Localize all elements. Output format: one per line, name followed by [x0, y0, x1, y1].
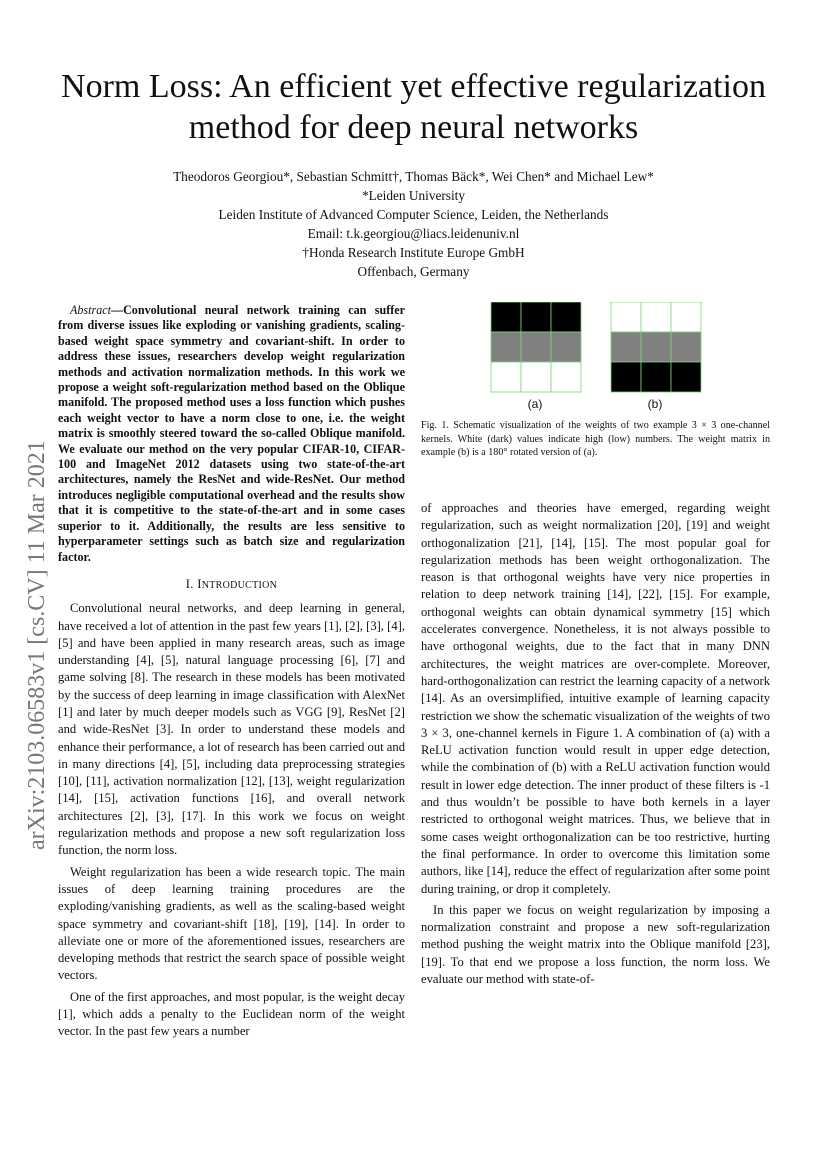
kernel-b-cell [671, 302, 701, 332]
affiliation-liacs: Leiden Institute of Advanced Computer Science, Leiden, the Netherlands [218, 207, 609, 222]
right-paragraph-2: In this paper we focus on weight regularization by imposing a normalization constraint and propose a new soft-regularization method pushing the weight matrix into the Oblique manifold [23], [19]. To that end we propose a loss function, the norm loss. We evaluate our method with state-of- [421, 902, 770, 987]
intro-paragraph-1: Convolutional neural networks, and deep learning in general, have received a lot of attention in the past few years [1], [2], [3], [4], [5] and have been applied in many research areas, such as image understanding [4], [5], natural language processing [6], [7] and game solving [8]. The research in these models has been motivated by the success of deep learning in image classification with AlexNet [1] and later by much deeper models such as VGG [9], ResNet [2] and wide-ResNet [3]. In order to understand these models and enhance their performance, a lot of research has been carried out and in many directions [4], [5], including data preprocessing strategies [10], [11], activation normalization [12], [13], weight regularization [14], [15], activation functions [16], and overall network architectures [2], [3], [17]. In this work we focus on weight regularization methods and propose a new soft regularization loss function, the norm loss. [58, 601, 405, 858]
kernel-a-cell [521, 302, 551, 332]
kernel-a-cell [551, 332, 581, 362]
kernel-b-label: (b) [647, 397, 663, 411]
section-heading-introduction [58, 576, 405, 594]
left-column [58, 303, 405, 1041]
kernel-b-cell [641, 302, 671, 332]
kernel-a-cell [491, 362, 521, 392]
kernel-b-cell [611, 302, 641, 332]
figure-1-caption: Fig. 1. Schematic visualization of the weights of two example 3 × 3 one-channel kernels. White (dark) values indicate high (low) numbers. The weight matrix in example (b) is a 180° rotated version of (a). [421, 420, 770, 459]
section-number: I. [185, 576, 194, 591]
affiliation-location: Offenbach, Germany [357, 264, 470, 279]
right-paragraph-1: of approaches and theories have emerged, regarding weight regularization, such as weight normalization [20], [19] and weight orthogonalization [21], [14], [15]. The most popular goal for regularization methods has been weight orthogonalization. The reason is that orthogonal weights have very nice properties in relation to deep network training [14], [22], [15]. For example, orthogonal weights can obtain dynamical symmetry [15] which accelerates convergence. Nonetheless, it is not always possible to have orthogonal weights, due to the fact that in many DNN architectures, the weight matrices are over-complete. Moreover, hard-orthogonalization can restrict the learning capacity of a network [14]. As an oversimplified, intuitive example of learning capacity restriction we show the schematic visualization of the weights of two 3 × 3, one-channel kernels in Figure 1. A combination of (a) with a ReLU activation function would result in upper edge detection, while the combination of (b) with a ReLU activation function would result in lower edge detection. The inner product of these filters is -1 and thus wouldn’t be possible to have both kernels in a layer restricted to orthogonal weight matrices. Thus, we believe that in some cases weight orthogonalization can be too restrictive, hurting the final performance. In order to overcome this limitation some authors, like [14], reduce the effect of regularization after some point during training, or drop it completely. [421, 501, 770, 896]
kernel-b-cell [641, 362, 671, 392]
intro-paragraph-2: Weight regularization has been a wide research topic. The main issues of deep learning training procedures are the exploding/vanishing gradients, as well as the scaling-based weight space symmetry and covariant-shift [18], [19], [14]. In order to alleviate one or more of the aforementioned issues, researchers are developing methods that restrict the search space of possible weight vectors. [58, 864, 405, 983]
author-email: Email: t.k.georgiou@liacs.leidenuniv.nl [307, 226, 520, 241]
right-column [421, 500, 770, 988]
affiliation-honda: †Honda Research Institute Europe GmbH [302, 245, 525, 260]
author-list: Theodoros Georgiou*, Sebastian Schmitt†, Thomas Bäck*, Wei Chen* and Michael Lew* [173, 169, 654, 184]
kernel-a-cell [551, 362, 581, 392]
abstract-text: —Convolutional neural network training can suffer from diverse issues like exploding or vanishing gradients, scaling-based weight space symmetry and covariant-shift. In order to address these issues, researchers develop weight regularization methods and activation normalization methods. In this work we propose a weight soft-regularization method based on the Oblique manifold. The proposed method uses a loss function which pushes each weight vector to have a norm close to one, i.e. the weight matrix is smoothly steered toward the so-called Oblique manifold. We evaluate our method on the very popular CIFAR-10, CIFAR-100 and ImageNet 2012 datasets using two state-of-the-art architectures, namely the ResNet and wide-ResNet. Our method introduces negligible computational overhead and the results show that it is competitive to the state-of-the-art and in some cases superior to it. Additionally, the results are less sensitive to hyperparameter settings such as batch size and regularization factor. [58, 303, 405, 564]
kernel-b [611, 302, 701, 392]
author-block [0, 167, 827, 281]
kernel-b-cell [641, 332, 671, 362]
arxiv-watermark-text: arXiv:2103.06583v1 [cs.CV] 11 Mar 2021 [24, 440, 50, 850]
paper-title [0, 66, 827, 148]
kernel-a-cell [551, 302, 581, 332]
kernel-b-cell [671, 362, 701, 392]
figure-1-graphic [421, 302, 770, 414]
section-title: INTRODUCTION [197, 576, 278, 591]
intro-paragraph-3: One of the first approaches, and most popular, is the weight decay [1], which adds a penalty to the Euclidean norm of the weight vector. In the past few years a number [58, 989, 405, 1039]
title-line-2: method for deep neural networks [188, 109, 639, 146]
kernel-b-cell [611, 362, 641, 392]
abstract [58, 303, 405, 565]
abstract-label: Abstract [70, 303, 111, 317]
kernel-b-cell [611, 332, 641, 362]
affiliation-leiden: *Leiden University [361, 188, 466, 203]
kernel-b-cell [671, 332, 701, 362]
kernel-a-cell [521, 362, 551, 392]
kernel-a [491, 302, 581, 392]
title-line-1: Norm Loss: An efficient yet effective regularization [61, 68, 766, 105]
kernel-a-cell [491, 302, 521, 332]
kernel-a-cell [521, 332, 551, 362]
kernel-a-cell [491, 332, 521, 362]
kernel-a-label: (a) [527, 397, 543, 411]
